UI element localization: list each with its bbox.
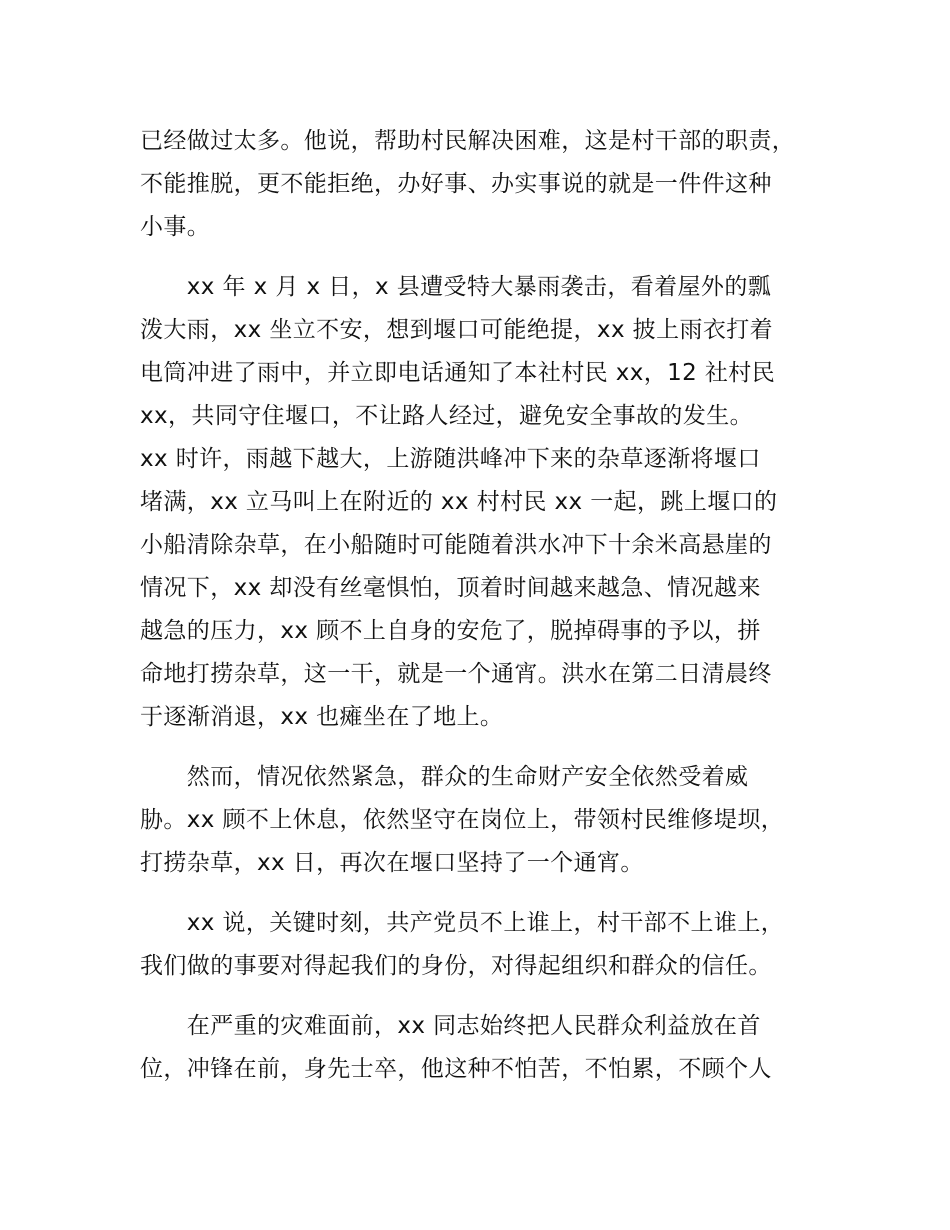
paragraph-1: [140, 120, 840, 249]
paragraph-5: [140, 1005, 840, 1091]
text-line: 位，冲锋在前，身先士卒，他这种不怕苦，不怕累，不顾个人: [140, 1056, 772, 1082]
text-line: 小事。: [140, 214, 211, 240]
paragraph-gap: [140, 249, 840, 266]
text-line: 不能推脱，更不能拒绝，办好事、办实事说的就是一件件这种: [140, 171, 772, 197]
paragraph-4: [140, 902, 840, 988]
text-line: xx 年 x 月 x 日，x 县遭受特大暴雨袭击，看着屋外的瓢: [140, 274, 772, 300]
text-line: 已经做过太多。他说，帮助村民解决困难，这是村干部的职责，: [140, 128, 796, 154]
document-body: [140, 120, 840, 1091]
text-line: 打捞杂草，xx 日，再次在堰口坚持了一个通宵。: [140, 850, 644, 876]
paragraph-gap: [140, 988, 840, 1005]
text-line: 我们做的事要对得起我们的身份，对得起组织和群众的信任。: [140, 953, 772, 979]
text-line: xx 说，关键时刻，共产党员不上谁上，村干部不上谁上，: [140, 910, 785, 936]
text-line: xx，共同守住堰口，不让路人经过，避免安全事故的发生。: [140, 403, 754, 429]
text-line: 命地打捞杂草，这一干，就是一个通宵。洪水在第二日清晨终: [140, 661, 772, 687]
text-line: 堵满，xx 立马叫上在附近的 xx 村村民 xx 一起，跳上堰口的: [140, 489, 778, 515]
text-line: 小船清除杂草，在小船随时可能随着洪水冲下十余米高悬崖的: [140, 532, 772, 558]
text-line: 情况下，xx 却没有丝毫惧怕，顶着时间越来越急、情况越来: [140, 575, 761, 601]
paragraph-gap: [140, 739, 840, 756]
text-line: xx 时许，雨越下越大，上游随洪峰冲下来的杂草逐渐将堰口: [140, 446, 761, 472]
paragraph-2: [140, 266, 840, 739]
text-line: 电筒冲进了雨中，并立即电话通知了本社村民 xx，12 社村民: [140, 360, 776, 386]
text-line: 于逐渐消退，xx 也瘫坐在了地上。: [140, 704, 504, 730]
text-line: 胁。xx 顾不上休息，依然坚守在岗位上，带领村民维修堤坝，: [140, 807, 785, 833]
paragraph-3: [140, 756, 840, 885]
text-line: 在严重的灾难面前，xx 同志始终把人民群众利益放在首: [140, 1013, 761, 1039]
text-line: 越急的压力，xx 顾不上自身的安危了，脱掉碍事的予以，拼: [140, 618, 761, 644]
text-line: 泼大雨，xx 坐立不安，想到堰口可能绝提，xx 披上雨衣打着: [140, 317, 774, 343]
paragraph-gap: [140, 885, 840, 902]
text-line: 然而，情况依然紧急，群众的生命财产安全依然受着威: [140, 764, 749, 790]
